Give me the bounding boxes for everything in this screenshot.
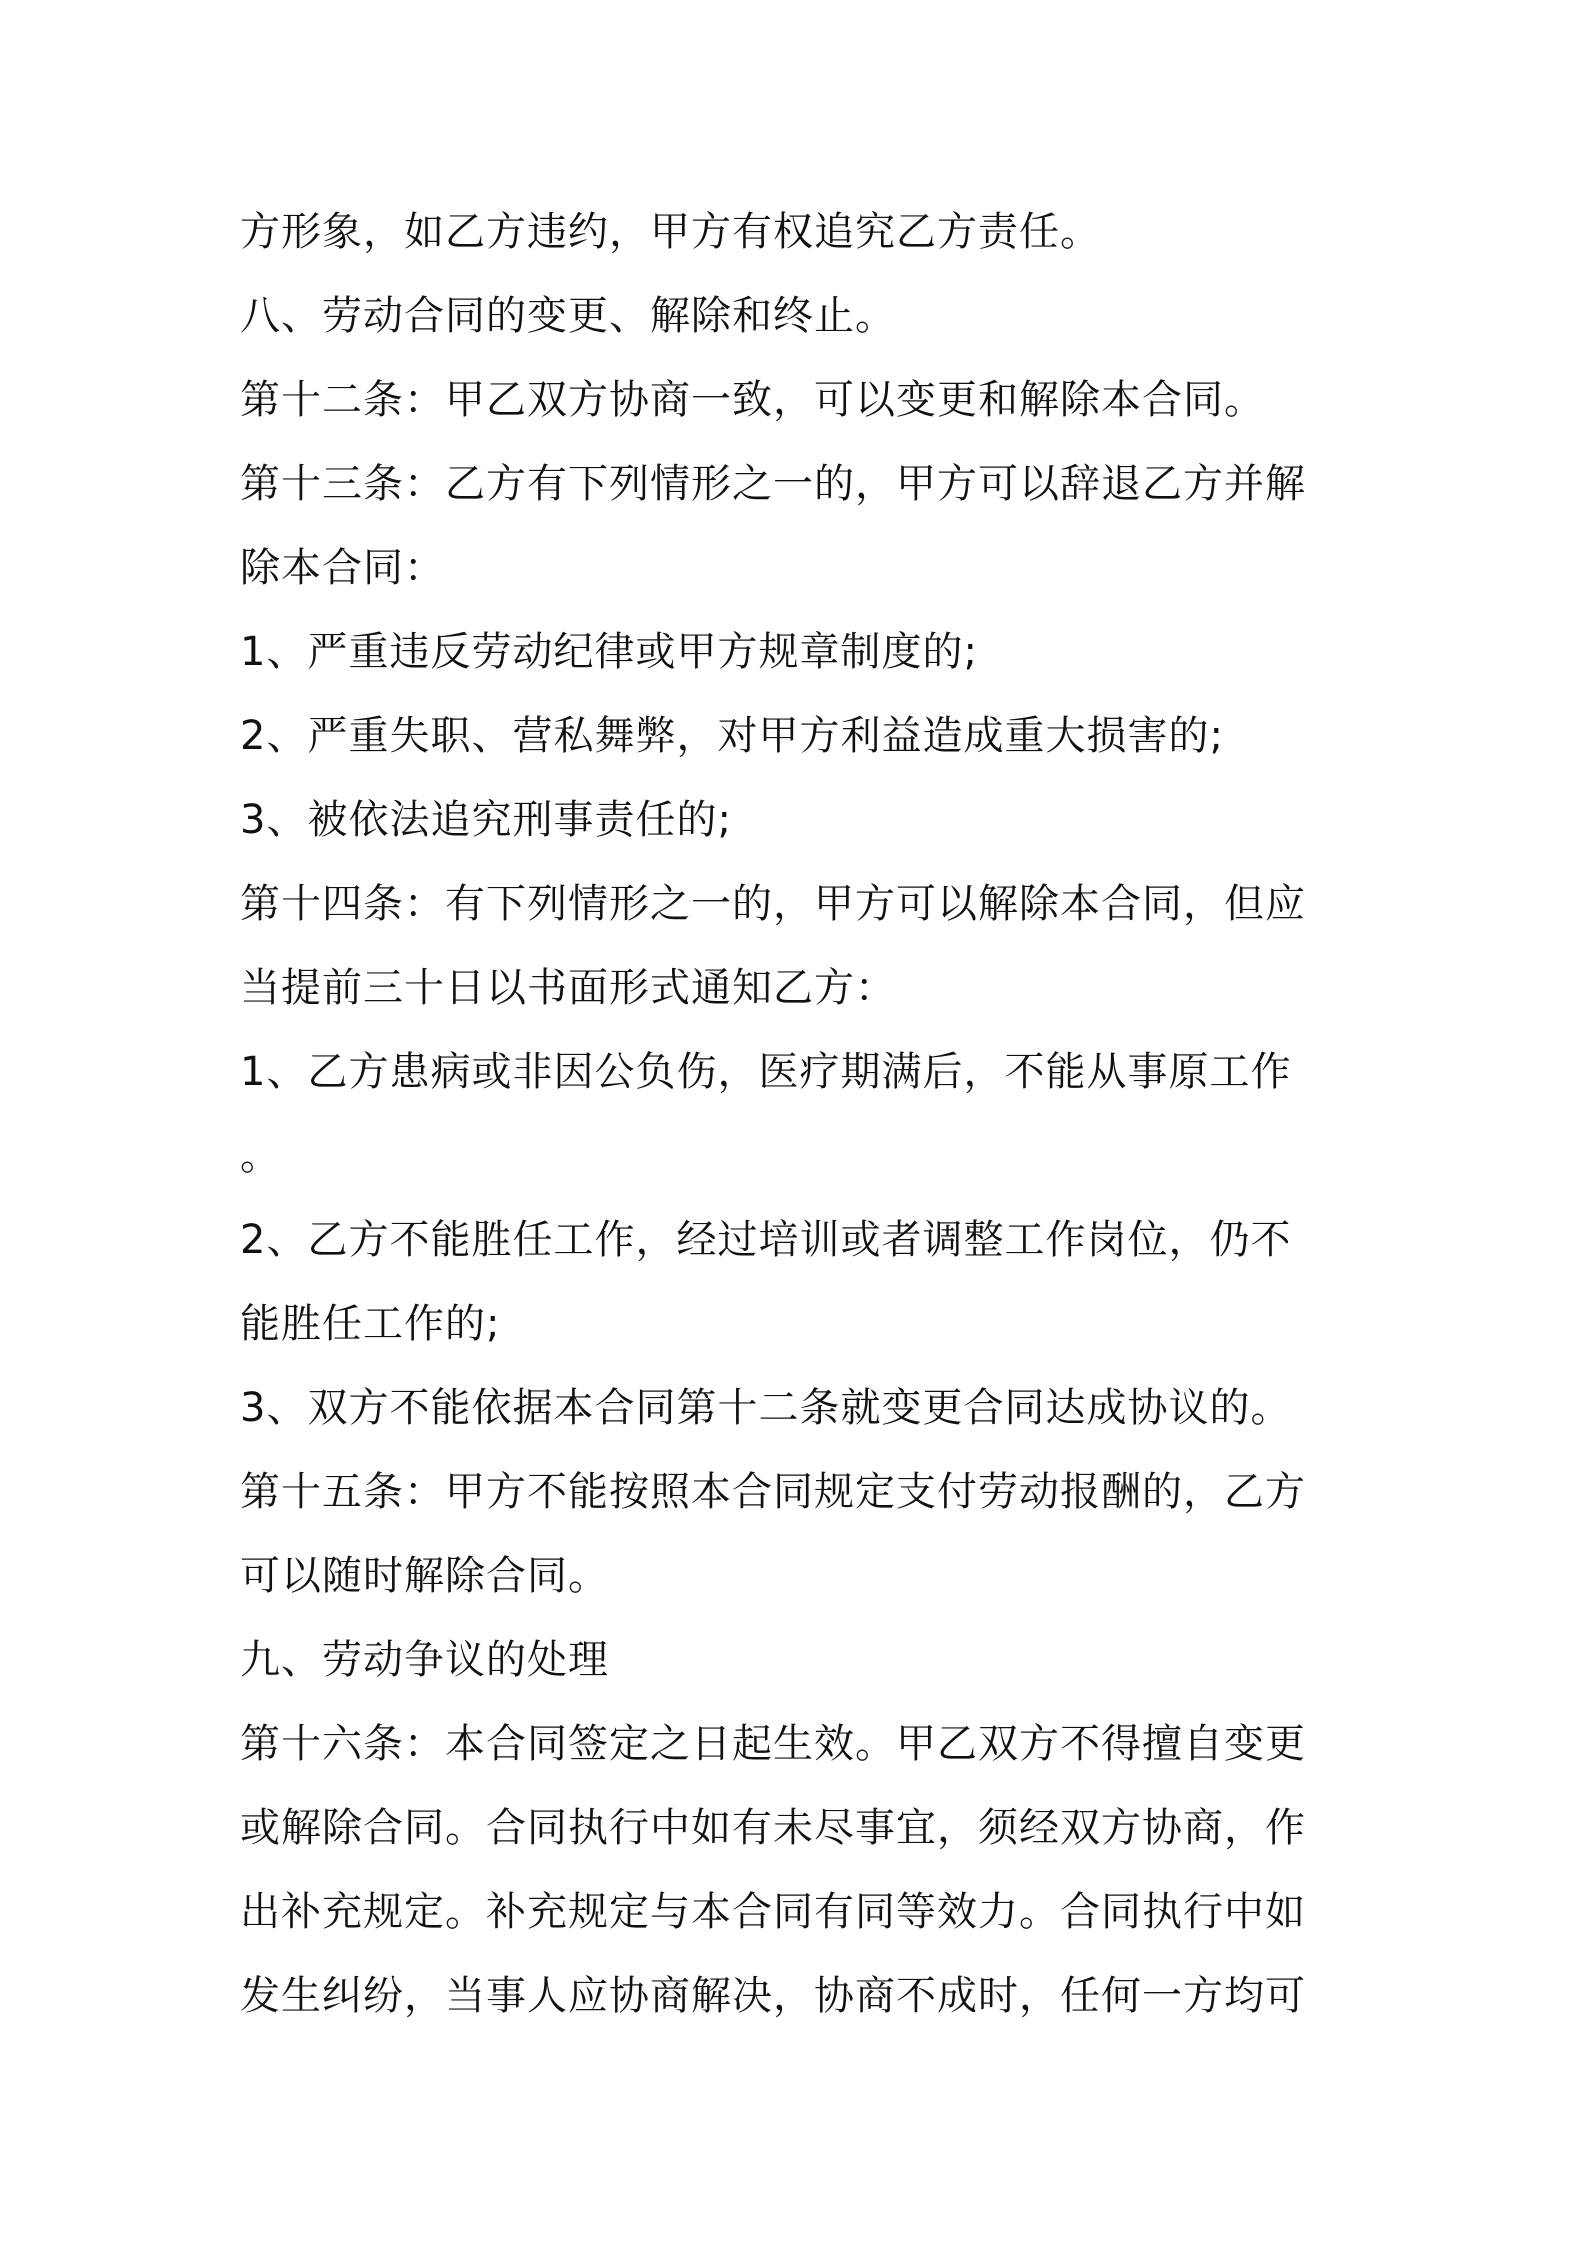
article-13: 第十三条：乙方有下列情形之一的，甲方可以辞退乙方并解	[240, 461, 1306, 507]
text-line: 。	[240, 1133, 281, 1179]
text-line: 可以随时解除合同。	[240, 1553, 609, 1599]
text-line: 除本合同：	[240, 545, 445, 591]
list-item: 3、双方不能依据本合同第十二条就变更合同达成协议的。	[240, 1385, 1292, 1431]
list-item: 3、被依法追究刑事责任的;	[240, 797, 732, 843]
text-line: 出补充规定。补充规定与本合同有同等效力。合同执行中如	[240, 1889, 1306, 1935]
article-16: 第十六条：本合同签定之日起生效。甲乙双方不得擅自变更	[240, 1721, 1306, 1767]
text-line: 能胜任工作的;	[240, 1301, 501, 1347]
text-line: 或解除合同。合同执行中如有未尽事宜，须经双方协商，作	[240, 1805, 1306, 1851]
text-line: 发生纠纷，当事人应协商解决，协商不成时，任何一方均可	[240, 1973, 1306, 2019]
list-item: 1、乙方患病或非因公负伤，医疗期满后，不能从事原工作	[240, 1049, 1292, 1095]
section-heading: 九、劳动争议的处理	[240, 1637, 609, 1683]
contract-text	[240, 190, 1360, 2038]
article-12: 第十二条：甲乙双方协商一致，可以变更和解除本合同。	[240, 377, 1265, 423]
article-15: 第十五条：甲方不能按照本合同规定支付劳动报酬的，乙方	[240, 1469, 1306, 1515]
section-heading: 八、劳动合同的变更、解除和终止。	[240, 293, 896, 339]
list-item: 2、乙方不能胜任工作，经过培训或者调整工作岗位，仍不	[240, 1217, 1292, 1263]
text-line: 方形象，如乙方违约，甲方有权追究乙方责任。	[240, 209, 1101, 255]
list-item: 1、严重违反劳动纪律或甲方规章制度的;	[240, 629, 978, 675]
text-line: 当提前三十日以书面形式通知乙方：	[240, 965, 896, 1011]
list-item: 2、严重失职、营私舞弊，对甲方利益造成重大损害的;	[240, 713, 1224, 759]
article-14: 第十四条：有下列情形之一的，甲方可以解除本合同，但应	[240, 881, 1306, 927]
